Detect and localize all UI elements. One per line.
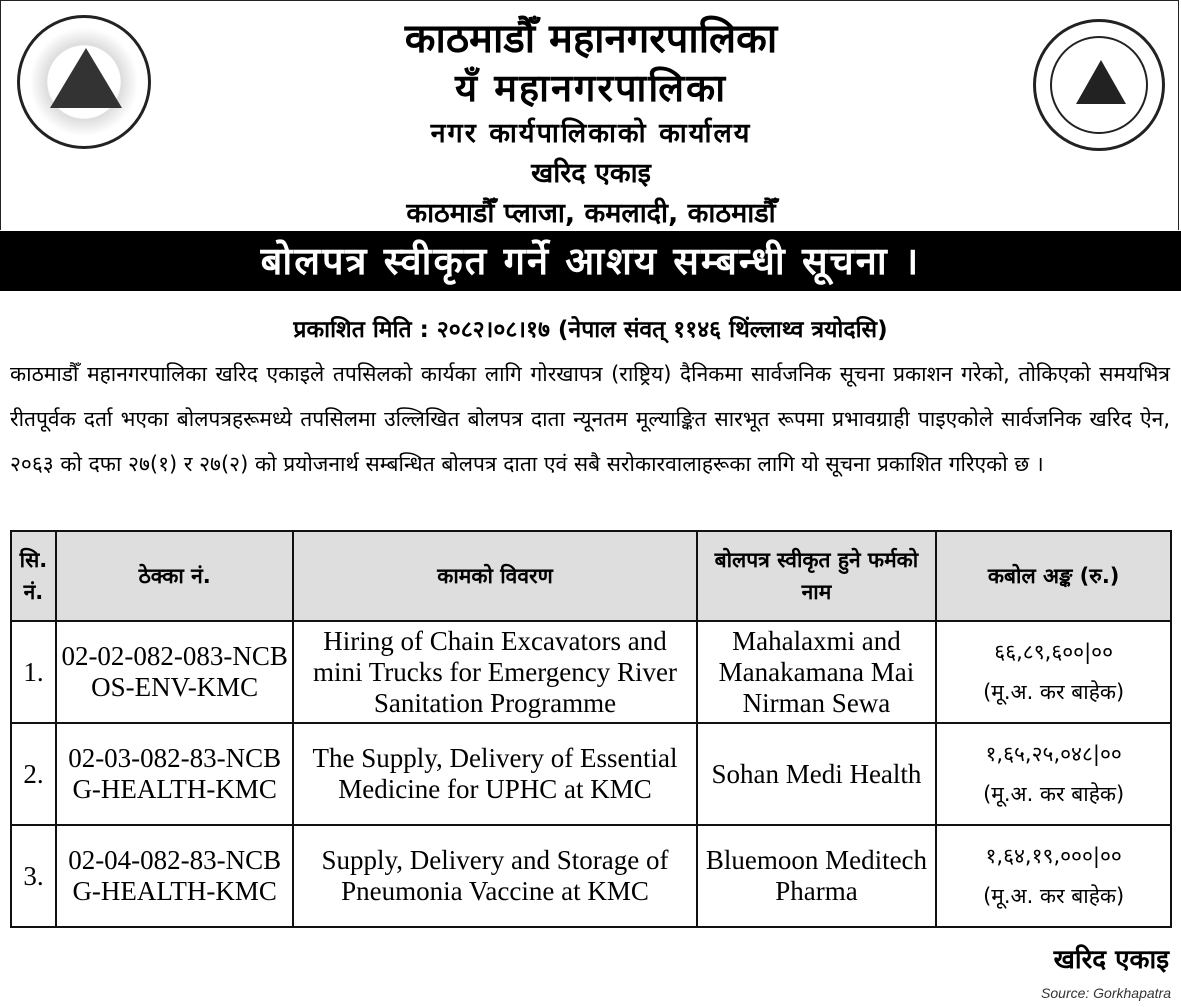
cell-description: Hiring of Chain Excavators and mini Trucks for Emergency River Sanitation Programme [293, 621, 696, 723]
award-table [10, 530, 1172, 928]
municipality-title-newari: यँ महानगरपालिका [454, 65, 728, 110]
notice-body: काठमाडौँ महानगरपालिका खरिद एकाइले तपसिलको कार्यका लागि गोरखापत्र (राष्ट्रिय) दैनिकमा सार्वजनिक सूचना प्रकाशन गरेको, तोकिएको समयभित्र रीतपूर्वक दर्ता भएका बोलपत्रहरूमध्ये तपसिलमा उल्लिखित बोलपत्र दाता न्यूनतम मूल्याङ्कित सारभूत रूपमा प्रभावग्राही पाइएकोले सार्वजनिक खरिद ऐन, २०६३ को दफा २७(१) र २७(२) को प्रयोजनार्थ सम्बन्धित बोलपत्र दाता एवं सबै सरोकारवालाहरूका लागि यो सूचना प्रकाशित गरिएको छ । [10, 362, 1170, 476]
publish-date: प्रकाशित मिति : २०८२।०८।१७ (नेपाल संवत् ११४६ थिंल्लाथ्व त्रयोदसि) [293, 317, 888, 343]
municipality-title: काठमाडौँ महानगरपालिका [404, 16, 778, 62]
cell-amount [936, 621, 1171, 723]
cell-firm: Mahalaxmi and Manakamana Mai Nirman Sewa [697, 621, 937, 723]
notice-title: बोलपत्र स्वीकृत गर्ने आशय सम्बन्धी सूचना । [0, 231, 1181, 291]
letterhead [0, 0, 1179, 230]
cell-sn: 2. [11, 723, 56, 825]
header-amount: कबोल अङ्क (रु.) [936, 531, 1171, 621]
source-credit: Source: Gorkhapatra [1041, 985, 1171, 1001]
cell-contract-no: 02-02-082-083-NCBOS-ENV-KMC [56, 621, 293, 723]
table-row [11, 723, 1171, 825]
tax-note: (मू.अ. कर बाहेक) [983, 782, 1125, 806]
cell-amount [936, 825, 1171, 927]
cell-contract-no: 02-03-082-83-NCBG-HEALTH-KMC [56, 723, 293, 825]
amount-value: ६६,८९,६००|०० [994, 640, 1114, 664]
amount-value: १,६५,२५,०४८|०० [985, 742, 1122, 766]
cell-sn: 3. [11, 825, 56, 927]
amount-value: १,६४,१९,०००|०० [985, 844, 1122, 868]
cell-description: Supply, Delivery and Storage of Pneumonia Vaccine at KMC [293, 825, 696, 927]
office-name: नगर कार्यपालिकाको कार्यालय [430, 118, 752, 149]
tax-note: (मू.अ. कर बाहेक) [983, 680, 1125, 704]
address: काठमाडौँ प्लाजा, कमलादी, काठमाडौँ [406, 198, 776, 229]
kmc-seal-icon [1033, 19, 1165, 151]
nepal-government-emblem-icon [17, 15, 151, 149]
cell-sn: 1. [11, 621, 56, 723]
cell-firm: Bluemoon Meditech Pharma [697, 825, 937, 927]
header-description: कामको विवरण [293, 531, 696, 621]
header-contract-no: ठेक्का नं. [56, 531, 293, 621]
table-header-row [11, 531, 1171, 621]
cell-description: The Supply, Delivery of Essential Medicine for UPHC at KMC [293, 723, 696, 825]
header-sn: सि. नं. [11, 531, 56, 621]
cell-contract-no: 02-04-082-83-NCBG-HEALTH-KMC [56, 825, 293, 927]
signature-unit: खरिद एकाइ [1053, 945, 1169, 975]
cell-amount [936, 723, 1171, 825]
unit-name: खरिद एकाइ [531, 158, 651, 189]
table-row [11, 621, 1171, 723]
tax-note: (मू.अ. कर बाहेक) [983, 884, 1125, 908]
cell-firm: Sohan Medi Health [697, 723, 937, 825]
table-row [11, 825, 1171, 927]
header-firm: बोलपत्र स्वीकृत हुने फर्मको नाम [697, 531, 937, 621]
